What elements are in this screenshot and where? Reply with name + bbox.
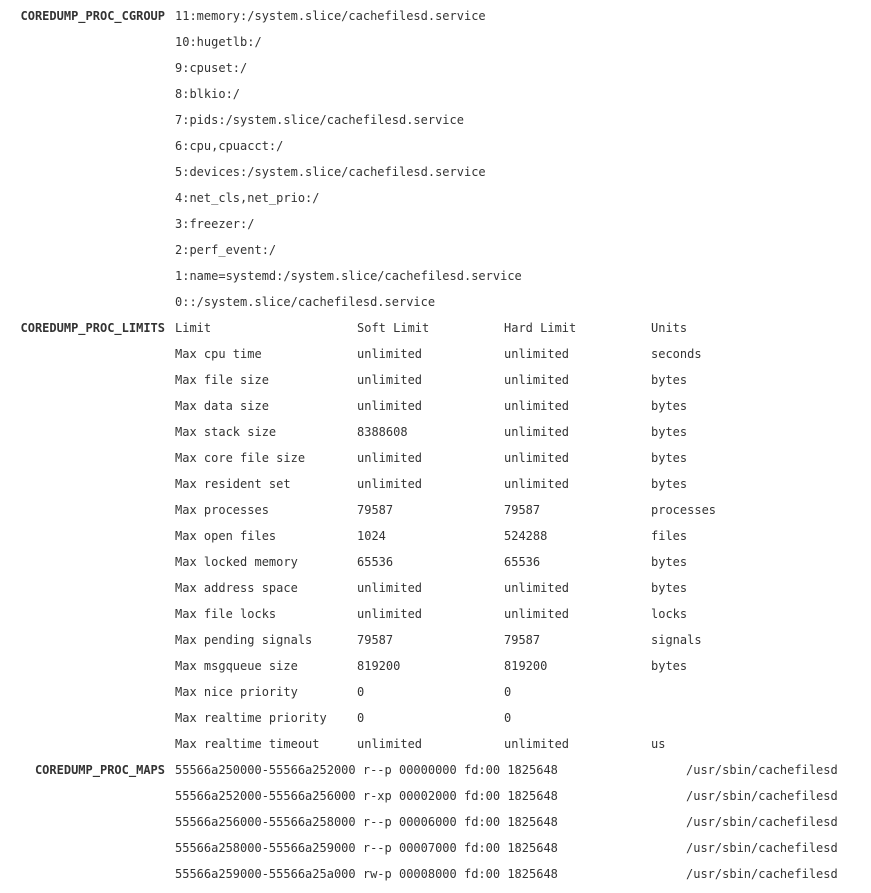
soft-limit: 0	[357, 711, 365, 725]
field-proc-cgroup	[0, 3, 871, 315]
maps-row	[175, 757, 871, 783]
limit-units: bytes	[651, 659, 688, 673]
header-limit: Limit	[175, 321, 212, 335]
limit-units: processes	[651, 503, 717, 517]
field-label: COREDUMP_PROC_MAPS	[34, 763, 165, 777]
soft-limit: 65536	[357, 555, 394, 569]
limit-units: bytes	[651, 477, 688, 491]
soft-limit: 8388608	[357, 425, 408, 439]
header-hard-limit: Hard Limit	[504, 321, 577, 335]
limit-units	[651, 679, 771, 705]
map-region: 55566a252000-55566a256000 r-xp 00002000 fd:00 1825648	[175, 789, 558, 803]
hard-limit: unlimited	[504, 737, 570, 751]
limit-units: files	[651, 529, 688, 543]
limit-name: Max realtime timeout	[175, 737, 320, 751]
limit-units: bytes	[651, 581, 688, 595]
maps-row	[175, 835, 871, 861]
limit-name: Max file locks	[175, 607, 277, 621]
field-proc-maps	[0, 757, 871, 887]
hard-limit: unlimited	[504, 373, 570, 387]
limit-name: Max nice priority	[175, 685, 298, 699]
soft-limit: 79587	[357, 633, 394, 647]
limit-name: Max file size	[175, 373, 269, 387]
map-region: 55566a259000-55566a25a000 rw-p 00008000 fd:00 1825648	[175, 867, 558, 881]
limits-row	[175, 575, 871, 601]
cgroup-line: 11:memory:/system.slice/cachefilesd.service	[175, 9, 486, 23]
limits-row	[175, 549, 871, 575]
soft-limit: unlimited	[357, 607, 423, 621]
cgroup-line: 10:hugetlb:/	[175, 35, 262, 49]
hard-limit: 79587	[504, 633, 541, 647]
map-path: /usr/sbin/cachefilesd	[686, 815, 838, 829]
limit-name: Max stack size	[175, 425, 277, 439]
limit-name: Max data size	[175, 399, 269, 413]
map-path: /usr/sbin/cachefilesd	[686, 763, 838, 777]
field-proc-limits	[0, 315, 871, 757]
hard-limit: unlimited	[504, 425, 570, 439]
field-label: COREDUMP_PROC_LIMITS	[20, 321, 165, 335]
soft-limit: 79587	[357, 503, 394, 517]
limit-units: seconds	[651, 347, 702, 361]
limits-row	[175, 419, 871, 445]
limit-name: Max open files	[175, 529, 277, 543]
limit-units: bytes	[651, 399, 688, 413]
cgroup-line: 6:cpu,cpuacct:/	[175, 139, 284, 153]
maps-row	[175, 861, 871, 887]
limits-row	[175, 731, 871, 757]
maps-row	[175, 783, 871, 809]
limits-row	[175, 497, 871, 523]
hard-limit: unlimited	[504, 581, 570, 595]
soft-limit: unlimited	[357, 581, 423, 595]
limit-name: Max pending signals	[175, 633, 313, 647]
limits-row	[175, 393, 871, 419]
limit-name: Max processes	[175, 503, 269, 517]
limits-row	[175, 523, 871, 549]
limit-name: Max core file size	[175, 451, 306, 465]
limit-units: bytes	[651, 451, 688, 465]
hard-limit: unlimited	[504, 399, 570, 413]
map-path: /usr/sbin/cachefilesd	[686, 867, 838, 881]
limits-row	[175, 627, 871, 653]
hard-limit: unlimited	[504, 451, 570, 465]
limit-units: bytes	[651, 555, 688, 569]
limits-row	[175, 471, 871, 497]
soft-limit: 0	[357, 685, 365, 699]
cgroup-line: 5:devices:/system.slice/cachefilesd.service	[175, 165, 486, 179]
map-region: 55566a250000-55566a252000 r--p 00000000 fd:00 1825648	[175, 763, 558, 777]
hard-limit: 0	[504, 711, 512, 725]
map-path: /usr/sbin/cachefilesd	[686, 789, 838, 803]
hard-limit: 819200	[504, 659, 548, 673]
cgroup-line: 3:freezer:/	[175, 217, 255, 231]
map-region: 55566a256000-55566a258000 r--p 00006000 fd:00 1825648	[175, 815, 558, 829]
hard-limit: 524288	[504, 529, 548, 543]
field-label: COREDUMP_PROC_CGROUP	[20, 9, 165, 23]
limit-name: Max realtime priority	[175, 711, 327, 725]
limits-row	[175, 653, 871, 679]
map-path: /usr/sbin/cachefilesd	[686, 841, 838, 855]
limit-units: locks	[651, 607, 688, 621]
cgroup-line: 9:cpuset:/	[175, 61, 248, 75]
limits-row	[175, 601, 871, 627]
cgroup-line: 1:name=systemd:/system.slice/cachefilesd.service	[175, 269, 522, 283]
header-units: Units	[651, 321, 688, 335]
soft-limit: unlimited	[357, 373, 423, 387]
limit-units	[651, 705, 771, 731]
limit-units: bytes	[651, 425, 688, 439]
limit-name: Max address space	[175, 581, 298, 595]
limit-units: signals	[651, 633, 702, 647]
map-region: 55566a258000-55566a259000 r--p 00007000 fd:00 1825648	[175, 841, 558, 855]
soft-limit: unlimited	[357, 399, 423, 413]
limit-units: us	[651, 737, 666, 751]
limit-name: Max locked memory	[175, 555, 298, 569]
hard-limit: unlimited	[504, 347, 570, 361]
limits-row	[175, 445, 871, 471]
limits-table	[175, 315, 871, 757]
soft-limit: 819200	[357, 659, 401, 673]
hard-limit: 65536	[504, 555, 541, 569]
limits-header-row	[175, 315, 871, 341]
maps-list	[175, 757, 871, 887]
cgroup-line: 7:pids:/system.slice/cachefilesd.service	[175, 113, 464, 127]
cgroup-line: 2:perf_event:/	[175, 243, 277, 257]
limit-name: Max resident set	[175, 477, 291, 491]
limits-row	[175, 705, 871, 731]
soft-limit: unlimited	[357, 451, 423, 465]
hard-limit: 79587	[504, 503, 541, 517]
limits-row	[175, 679, 871, 705]
maps-row	[175, 809, 871, 835]
cgroup-line: 0::/system.slice/cachefilesd.service	[175, 295, 436, 309]
limit-name: Max msgqueue size	[175, 659, 298, 673]
limits-row	[175, 341, 871, 367]
limits-row	[175, 367, 871, 393]
limit-name: Max cpu time	[175, 347, 262, 361]
soft-limit: unlimited	[357, 737, 423, 751]
header-soft-limit: Soft Limit	[357, 321, 430, 335]
hard-limit: unlimited	[504, 607, 570, 621]
hard-limit: unlimited	[504, 477, 570, 491]
soft-limit: unlimited	[357, 347, 423, 361]
limit-units: bytes	[651, 373, 688, 387]
soft-limit: 1024	[357, 529, 386, 543]
cgroup-line: 4:net_cls,net_prio:/	[175, 191, 320, 205]
cgroup-line: 8:blkio:/	[175, 87, 241, 101]
field-values	[175, 3, 871, 315]
soft-limit: unlimited	[357, 477, 423, 491]
hard-limit: 0	[504, 685, 512, 699]
